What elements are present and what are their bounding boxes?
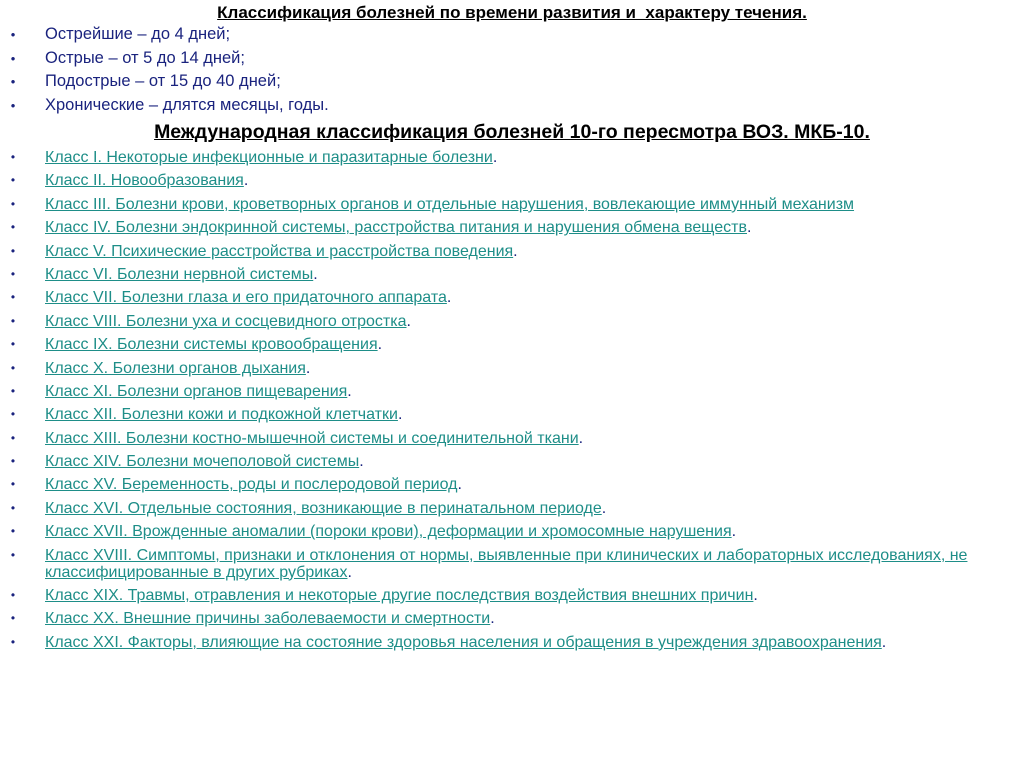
item-end: . xyxy=(881,633,887,651)
list-item xyxy=(8,196,1008,213)
icd-class-link[interactable]: Класс XII. Болезни кожи и подкожной клетчатки xyxy=(45,406,398,424)
list-item xyxy=(8,289,1008,306)
bullet-icon: • xyxy=(10,220,16,235)
item-end: . xyxy=(601,499,607,517)
bullet-icon: • xyxy=(10,74,16,89)
icd-class-link[interactable]: Класс II. Новообразования xyxy=(45,172,244,190)
item-end: . xyxy=(490,610,495,628)
bullet-icon: • xyxy=(10,150,16,164)
icd-class-link[interactable]: Класс X. Болезни органов дыхания xyxy=(45,359,306,377)
heading-icd10: Международная классификация болезней 10-го пересмотра ВОЗ. МКБ-10. xyxy=(154,121,870,143)
icd-class-link[interactable]: Класс VIII. Болезни уха и сосцевидного отростка xyxy=(45,312,407,330)
icd-class-link[interactable]: Класс XVIII. Симптомы, признаки и отклонения от нормы, выявленные при клинических и лабораторных исследованиях, не классифицированные в других рубриках xyxy=(45,546,968,581)
list-item xyxy=(8,523,1008,540)
item-end: . xyxy=(406,312,411,330)
bullet-icon: • xyxy=(10,430,16,445)
item-end: . xyxy=(359,453,364,471)
course-types-list xyxy=(8,23,1008,117)
bullet-icon: • xyxy=(10,588,16,603)
course-type-text: Подострые – от 15 до 40 дней; xyxy=(45,72,281,90)
bullet-icon: • xyxy=(10,173,16,188)
list-item xyxy=(8,47,1008,71)
bullet-icon: • xyxy=(10,290,16,305)
icd-class-link[interactable]: Класс I. Некоторые инфекционные и паразитарные болезни xyxy=(45,149,493,166)
heading-course-classification: Классификация болезней по времени развития и характеру течения. xyxy=(217,3,807,22)
list-item xyxy=(8,313,1008,330)
item-end: . xyxy=(243,172,249,190)
item-end: . xyxy=(313,265,318,283)
item-end: . xyxy=(578,429,584,447)
bullet-icon: • xyxy=(10,500,16,515)
item-end: . xyxy=(347,382,352,400)
course-type-text: Хронические – длятся месяцы, годы. xyxy=(45,95,329,114)
bullet-icon: • xyxy=(10,524,16,539)
icd-class-link[interactable]: Класс XIX. Травмы, отравления и некоторые другие последствия воздействия внешних причин xyxy=(45,587,754,605)
icd-class-link[interactable]: Класс XVII. Врожденные аномалии (пороки крови), деформации и хромосомные нарушения xyxy=(45,523,732,541)
bullet-icon: • xyxy=(10,611,16,626)
list-item xyxy=(8,219,1008,236)
bullet-icon: • xyxy=(10,383,16,398)
item-end: . xyxy=(753,587,758,605)
icd-class-link[interactable]: Класс XI. Болезни органов пищеварения xyxy=(45,382,348,400)
list-item xyxy=(8,500,1008,517)
list-item xyxy=(8,94,1008,118)
bullet-icon: • xyxy=(10,50,16,66)
icd-class-link[interactable]: Класс XV. Беременность, роды и послеродовой период xyxy=(45,476,458,494)
list-item xyxy=(8,547,1008,581)
item-end: . xyxy=(457,476,462,494)
bullet-icon: • xyxy=(10,407,16,422)
item-end: . xyxy=(746,219,752,237)
item-end: . xyxy=(397,406,403,424)
list-item xyxy=(8,453,1008,470)
icd10-classes-list xyxy=(8,149,1008,657)
icd-class-link[interactable]: Класс IX. Болезни системы кровообращения xyxy=(45,336,378,354)
bullet-icon: • xyxy=(10,27,16,42)
bullet-icon: • xyxy=(10,360,16,375)
list-item xyxy=(8,266,1008,283)
icd-class-link[interactable]: Класс IV. Болезни эндокринной системы, расстройства питания и нарушения обмена веществ xyxy=(45,219,747,237)
bullet-icon: • xyxy=(10,243,16,258)
bullet-icon: • xyxy=(10,196,16,211)
bullet-icon: • xyxy=(10,477,16,492)
icd-class-link[interactable]: Класс XIV. Болезни мочеполовой системы xyxy=(45,453,360,471)
icd-class-link[interactable]: Класс III. Болезни крови, кроветворных органов и отдельные нарушения, вовлекающие иммунный механизм xyxy=(45,195,855,213)
list-item xyxy=(8,23,1008,47)
bullet-icon: • xyxy=(10,454,16,469)
bullet-icon: • xyxy=(10,313,16,328)
list-item xyxy=(8,587,1008,604)
item-end: . xyxy=(492,149,498,166)
item-end: . xyxy=(513,242,518,260)
list-item xyxy=(8,430,1008,447)
icd-class-link[interactable]: Класс XXI. Факторы, влияющие на состояние здоровья населения и обращения в учреждения здравоохранения xyxy=(45,633,882,651)
list-item xyxy=(8,476,1008,493)
item-end: . xyxy=(305,359,311,377)
list-item xyxy=(8,149,1008,166)
icd-class-link[interactable]: Класс VI. Болезни нервной системы xyxy=(45,265,314,283)
item-end: . xyxy=(731,523,737,541)
icd-class-link[interactable]: Класс XVI. Отдельные состояния, возникающие в перинатальном периоде xyxy=(45,499,602,517)
list-item xyxy=(8,406,1008,423)
list-item xyxy=(8,634,1008,651)
bullet-icon: • xyxy=(10,634,16,649)
course-type-text: Острые – от 5 до 14 дней; xyxy=(45,48,245,67)
item-end: . xyxy=(347,563,352,581)
item-end: . xyxy=(446,289,452,307)
list-item xyxy=(8,383,1008,400)
bullet-icon: • xyxy=(10,337,16,352)
bullet-icon: • xyxy=(10,266,16,281)
icd-class-link[interactable]: Класс XX. Внешние причины заболеваемости и смертности xyxy=(45,610,491,628)
icd-class-link[interactable]: Класс V. Психические расстройства и расстройства поведения xyxy=(45,242,514,260)
list-item xyxy=(8,243,1008,260)
list-item xyxy=(8,172,1008,189)
bullet-icon: • xyxy=(10,97,16,113)
list-item xyxy=(8,610,1008,627)
bullet-icon: • xyxy=(10,547,16,562)
list-item xyxy=(8,336,1008,353)
list-item xyxy=(8,70,1008,94)
icd-class-link[interactable]: Класс VII. Болезни глаза и его придаточного аппарата xyxy=(45,289,447,307)
course-type-text: Острейшие – до 4 дней; xyxy=(45,25,231,43)
list-item xyxy=(8,360,1008,377)
item-end: . xyxy=(377,336,383,354)
icd-class-link[interactable]: Класс XIII. Болезни костно-мышечной системы и соединительной ткани xyxy=(45,429,579,447)
